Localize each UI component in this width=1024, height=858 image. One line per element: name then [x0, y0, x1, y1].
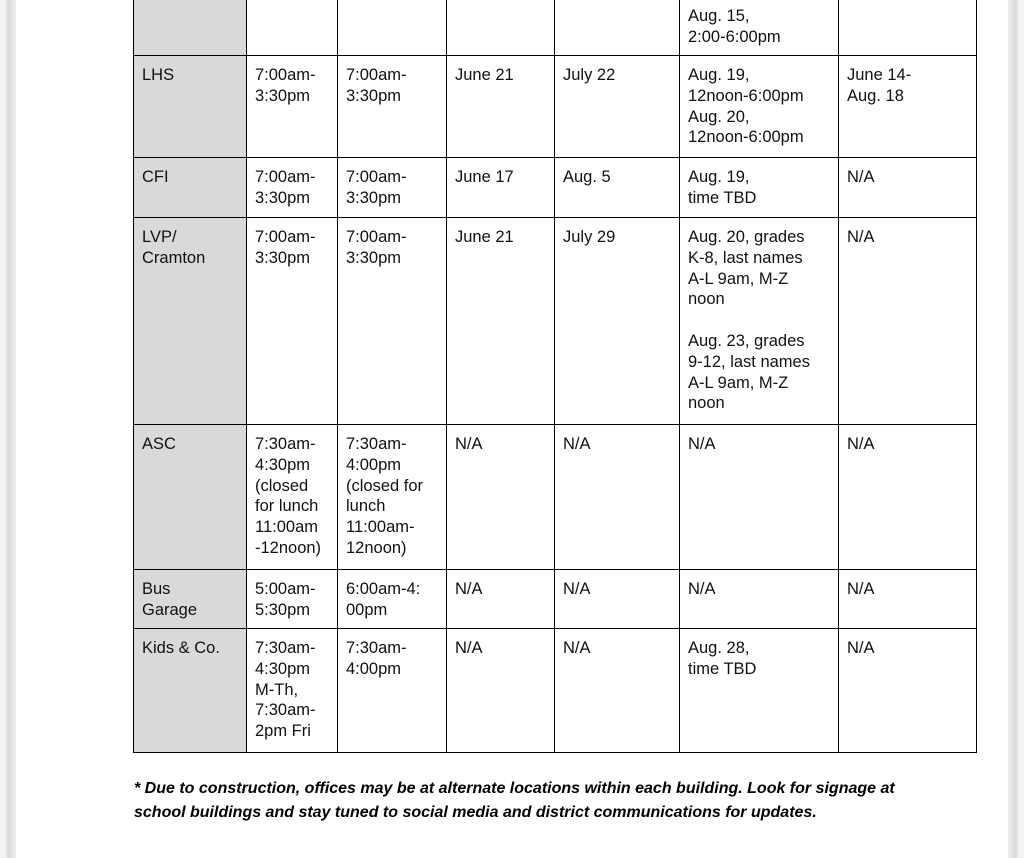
table-cell: N/A [447, 629, 555, 753]
table-cell: 7:30am- 4:30pm (closed for lunch 11:00am -12noon) [247, 425, 338, 570]
table-cell: June 21 [447, 218, 555, 425]
table-cell: N/A [447, 570, 555, 629]
table-cell: N/A [839, 158, 977, 218]
table-cell: July 29 [555, 218, 680, 425]
table-row-asc [134, 425, 977, 570]
table-cell [447, 0, 555, 56]
building-name-cell: ASC [134, 425, 247, 570]
page-edge-left [8, 0, 16, 858]
table-cell: 6:00am-4: 00pm [338, 570, 447, 629]
table-cell: 7:00am- 3:30pm [338, 158, 447, 218]
table-cell: N/A [839, 425, 977, 570]
table-cell: 7:30am- 4:00pm [338, 629, 447, 753]
page-edge-right [1008, 0, 1016, 858]
table-cell: Aug. 19, 12noon-6:00pm Aug. 20, 12noon-6:00pm [680, 56, 839, 158]
table-row-lhs [134, 56, 977, 158]
table-cell: June 21 [447, 56, 555, 158]
table-cell: Aug. 20, grades K-8, last names A-L 9am, M-Z noon Aug. 23, grades 9-12, last names A-L 9am, M-Z noon [680, 218, 839, 425]
table-cell: Aug. 19, time TBD [680, 158, 839, 218]
table-cell: July 22 [555, 56, 680, 158]
table-cell [555, 0, 680, 56]
table-cell: N/A [680, 570, 839, 629]
table-cell: 7:00am- 3:30pm [247, 56, 338, 158]
table-cell: 7:00am- 3:30pm [338, 218, 447, 425]
table-cell: N/A [839, 570, 977, 629]
table-cell: N/A [839, 629, 977, 753]
table-cell: 7:30am- 4:30pm M-Th, 7:30am- 2pm Fri [247, 629, 338, 753]
building-name-cell: CFI [134, 158, 247, 218]
table-cell [247, 0, 338, 56]
table-cell: N/A [555, 570, 680, 629]
document-page [8, 0, 1016, 858]
table-row-cfi [134, 158, 977, 218]
table-cell: 7:00am- 3:30pm [338, 56, 447, 158]
table-cell: June 14- Aug. 18 [839, 56, 977, 158]
table-cell: Aug. 28, time TBD [680, 629, 839, 753]
building-name-cell: Kids & Co. [134, 629, 247, 753]
table-cell: 7:00am- 3:30pm [247, 158, 338, 218]
building-name-cell: LHS [134, 56, 247, 158]
building-name-cell: LVP/ Cramton [134, 218, 247, 425]
table-row-lvp-cramton [134, 218, 977, 425]
table-cell: 7:30am- 4:00pm (closed for lunch 11:00am- 12noon) [338, 425, 447, 570]
table-cell: N/A [555, 629, 680, 753]
table-cell [839, 0, 977, 56]
table-row-bus-garage [134, 570, 977, 629]
table-cell: 5:00am- 5:30pm [247, 570, 338, 629]
table-cell: N/A [447, 425, 555, 570]
table-cell: 7:00am- 3:30pm [247, 218, 338, 425]
table-cell [338, 0, 447, 56]
table-cell: N/A [839, 218, 977, 425]
building-name-cell: Bus Garage [134, 570, 247, 629]
table-cell: June 17 [447, 158, 555, 218]
table-row-partial [134, 0, 977, 56]
building-hours-table [133, 0, 977, 753]
table-cell: N/A [555, 425, 680, 570]
building-name-cell [134, 0, 247, 56]
table-cell: Aug. 5 [555, 158, 680, 218]
table-row-kids-and-co [134, 629, 977, 753]
construction-footnote: * Due to construction, offices may be at alternate locations within each building. Look for signage at school buildings and stay tuned to social media and district communications for updates. [134, 780, 895, 821]
table-cell: Aug. 15, 2:00-6:00pm [680, 0, 839, 56]
table-cell: N/A [680, 425, 839, 570]
